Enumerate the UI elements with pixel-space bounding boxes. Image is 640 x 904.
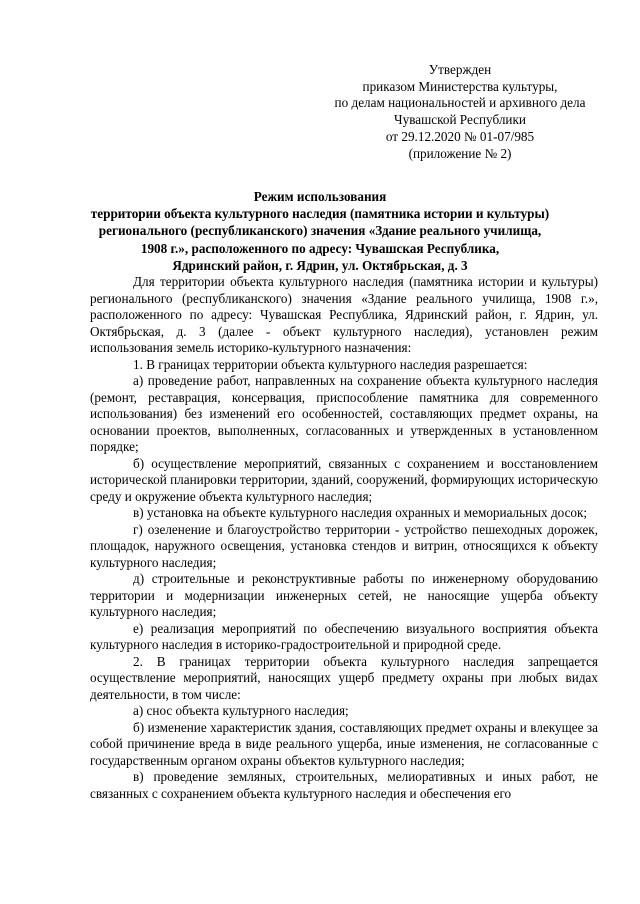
title-line: Ядринский район, г. Ядрин, ул. Октябрьская, д. 3 <box>172 257 468 273</box>
list-item: в) установка на объекте культурного наследия охранных и мемориальных досок; <box>133 505 588 520</box>
approval-line: (приложение № 2) <box>408 145 512 161</box>
approval-line: приказом Министерства культуры, <box>362 78 558 94</box>
approval-line: от 29.12.2020 № 01-07/985 <box>385 128 535 144</box>
intro-paragraph: Для территории объекта культурного наследия (памятника истории и культуры) регионального (республиканского) значения «Здание реального училища, 1908 г.», расположенного по адресу: Чувашская Республика, Ядринский район, г. Ядрин, ул. Октябрьская, д. 3 (далее - объект культурного наследия), установлен режим использования земель историко-культурного назначения: <box>90 274 598 355</box>
title-line: 1908 г.», расположенного по адресу: Чувашская Республика, <box>140 240 500 256</box>
section-2-heading: 2. В границах территории объекта культурного наследия запрещается осуществление мероприятий, наносящих ущерб предмету охраны при любых видах деятельности, в том числе: <box>90 653 598 702</box>
section-1-heading: 1. В границах территории объекта культурного наследия разрешается: <box>133 356 528 372</box>
list-item: б) осуществление мероприятий, связанных с сохранением и восстановлением исторической планировки территории, зданий, сооружений, формирующих историческую среду и окружение объекта культурного наследия; <box>90 455 598 504</box>
title-line: Режим использования <box>253 189 387 204</box>
list-item: в) проведение земляных, строительных, мелиоративных и иных работ, не связанных с сохранением объекта культурного наследия и обеспечения его <box>90 769 598 801</box>
title-line: регионального (республиканского) значения «Здание реального училища, <box>98 223 542 239</box>
list-item: а) проведение работ, направленных на сохранение объекта культурного наследия (ремонт, реставрация, консервация, приспособление памятника для современного использования) без изменений его особенностей, составляющих предмет охраны, на основании проектов, выполненных, согласованных и утвержденных в установленном порядке; <box>90 373 598 454</box>
approval-block <box>326 62 594 162</box>
title-line: территории объекта культурного наследия (памятника истории и культуры) <box>90 206 550 222</box>
document-title <box>60 188 580 274</box>
list-item: д) строительные и реконструктивные работы по инженерному оборудованию территории и модернизации инженерных сетей, не наносящие ущерба объекту культурного наследия; <box>90 571 598 619</box>
list-item: г) озеленение и благоустройство территории - устройство пешеходных дорожек, площадок, наружного освещения, установка стендов и витрин, относящихся к объекту культурного наследия; <box>90 521 598 570</box>
approval-line: по делам национальностей и архивного дела <box>334 95 586 111</box>
approval-line: Утвержден <box>428 62 492 77</box>
list-item: а) снос объекта культурного наследия; <box>133 703 349 718</box>
document-body <box>90 274 598 802</box>
list-item: б) изменение характеристик здания, составляющих предмет охраны и влекущее за собой причинение вреда в виде реального ущерба, иные изменения, не согласованные с государственным органом охраны объектов культурного наследия; <box>90 719 598 768</box>
approval-line: Чувашской Республики <box>394 112 526 128</box>
list-item: е) реализация мероприятий по обеспечению визуального восприятия объекта культурного наследия в историко-градостроительной и природной среде. <box>90 620 598 652</box>
